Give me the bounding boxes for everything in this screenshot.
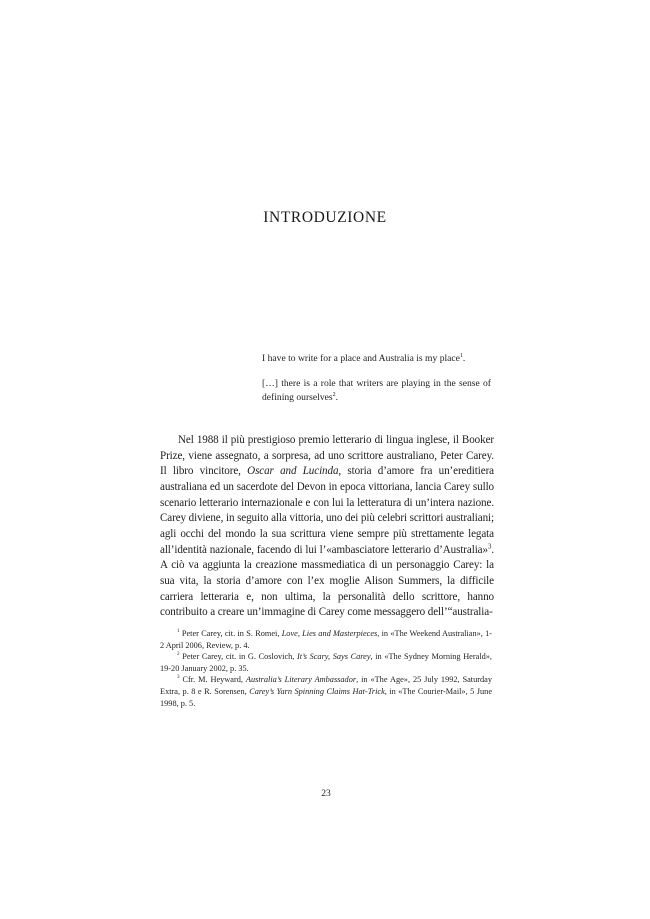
- footnote-ref: 3: [487, 542, 492, 550]
- epigraphs: [262, 352, 491, 405]
- body-text-segment: Nel 1988 il più prestigioso premio letterario di lingua inglese, il Booker Prize, viene assegnato, a sorpresa, ad uno scrittore australiano, Peter Carey. Il libro vincitore,: [160, 434, 494, 478]
- epigraph-punctuation: .: [462, 353, 466, 364]
- chapter-title: INTRODUZIONE: [263, 209, 387, 226]
- epigraph: [262, 352, 491, 366]
- footnote: [160, 651, 492, 674]
- footnote-text: Peter Carey, cit. in G. Coslovich,: [182, 652, 297, 662]
- footnote: [160, 674, 492, 709]
- epigraph-text: I have to write for a place and Australia is my place: [262, 353, 460, 364]
- epigraph-text: […] there is a role that writers are playing in the sense of defining ourselves: [262, 378, 491, 403]
- footnote-text: Peter Carey, cit. in S. Romei,: [181, 629, 282, 638]
- article-title: Australia’s Literary Ambassador: [245, 675, 357, 685]
- article-title: Love, Lies and Masterpieces: [281, 629, 378, 638]
- footnote-number: 2: [177, 651, 180, 658]
- body-paragraph: [160, 433, 494, 621]
- footnotes: [160, 628, 492, 709]
- article-title: It’s Scary, Says Carey: [296, 652, 371, 662]
- footnote-ref: 2: [332, 391, 336, 398]
- footnote-text: Cfr. M. Heyward,: [182, 675, 246, 685]
- page-number: 23: [321, 788, 331, 799]
- epigraph-punctuation: .: [335, 392, 338, 403]
- footnote-number: 3: [177, 674, 180, 681]
- footnote-number: 1: [177, 628, 180, 635]
- footnote-text: , in «The Courier-Mail», 5 June 1998, p. 5.: [160, 686, 493, 708]
- footnote-ref: 1: [459, 352, 463, 359]
- footnote-text: , in «The Weekend Australian», 1-2 April 2006, Review, p. 4.: [160, 629, 493, 650]
- footnote-text: , in «The Sydney Morning Herald», 19-20 January 2002, p. 35.: [160, 652, 492, 673]
- footnote: [160, 628, 492, 651]
- body-text-segment: , storia d’amore fra un’ereditiera australiana ed un sacerdote del Devon in epoca vittoriana, lancia Carey sullo scenario letterario internazionale e con lui la letteratura di un’intera nazione. Carey diviene, in seguito alla vittoria, uno dei più celebri scrittori australiani; agli occhi del mondo la sua scrittura viene sempre più strettamente legata all’identità nazionale, facendo di lui l’«ambasciatore letterario d’Australia»: [160, 465, 494, 556]
- epigraph: [262, 377, 491, 405]
- body-text-segment: . A ciò va aggiunta la creazione massmediatica di un personaggio Carey: la sua vita, la storia d’amore con l’ex moglie Alison Summers, la difficile carriera letteraria e, non ultima, la personalità dello scrittore, hanno contribuito a creare un’immagine di Carey come messaggero dell’“australia-: [160, 543, 494, 619]
- article-title: Carey’s Yarn Spinning Claims Hat-Trick: [249, 686, 385, 696]
- book-title: Oscar and Lucinda: [247, 465, 339, 478]
- footnote-text: , in «The Age», 25 July 1992, Saturday Extra, p. 8 e R. Sorensen,: [160, 675, 493, 696]
